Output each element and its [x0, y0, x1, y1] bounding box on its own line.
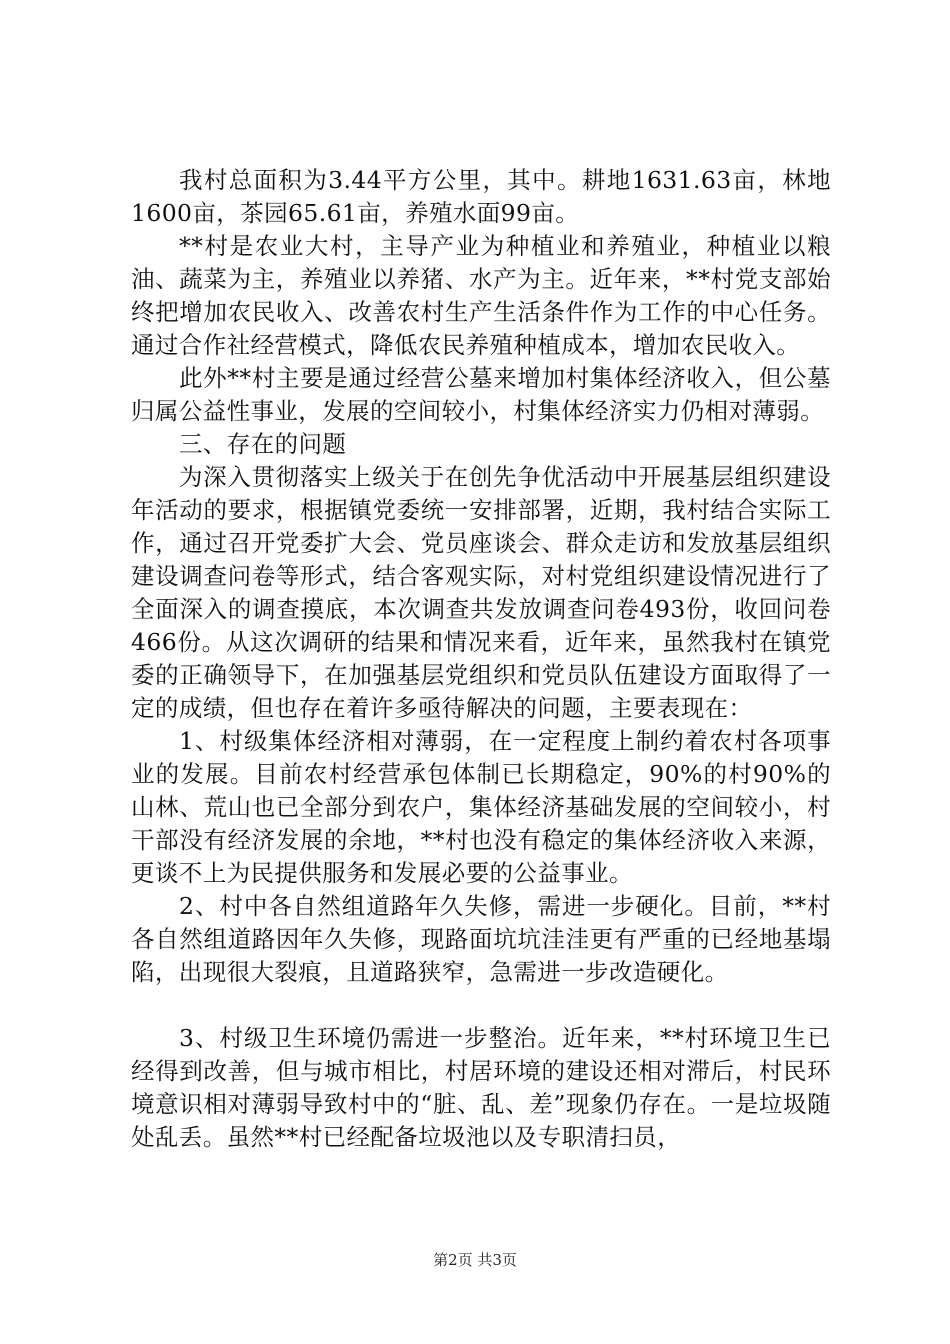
- paragraph-agriculture: **村是农业大村，主导产业为种植业和养殖业，种植业以粮油、蔬菜为主，养殖业以养猪、水产为主。近年来，**村党支部始终把增加农民收入、改善农村生产生活条件作为工作的中心任务。通过合作社经营模式，降低农民养殖种植成本，增加农民收入。: [131, 232, 831, 359]
- paragraph-land-area: 我村总面积为3.44平方公里，其中。耕地1631.63亩，林地1600亩，茶园65.61亩，养殖水面99亩。: [131, 166, 831, 227]
- paragraph-cemetery-income: 此外**村主要是通过经营公墓来增加村集体经济收入，但公墓归属公益性事业，发展的空间较小，村集体经济实力仍相对薄弱。: [131, 364, 831, 425]
- paragraph-survey: 为深入贯彻落实上级关于在创先争优活动中开展基层组织建设年活动的要求，根据镇党委统一安排部署，近期，我村结合实际工作，通过召开党委扩大会、党员座谈会、群众走访和发放基层组织建设调查问卷等形式，结合客观实际，对村党组织建设情况进行了全面深入的调查摸底，本次调查共发放调查问卷493份，收回问卷466份。从这次调研的结果和情况来看，近年来，虽然我村在镇党委的正确领导下，在加强基层党组织和党员队伍建设方面取得了一定的成绩，但也存在着许多亟待解决的问题，主要表现在：: [131, 463, 831, 722]
- section-heading-problems: 三、存在的问题: [179, 430, 347, 458]
- document-body: [131, 164, 831, 1154]
- page-footer: 第2页 共3页: [433, 1251, 517, 1269]
- paragraph-problem-3: 3、村级卫生环境仍需进一步整治。近年来，**村环境卫生已经得到改善，但与城市相比，村居环境的建设还相对滞后，村民环境意识相对薄弱导致村中的“脏、乱、差”现象仍存在。一是垃圾随处乱丢。虽然**村已经配备垃圾池以及专职清扫员，: [131, 1024, 831, 1151]
- paragraph-gap: [131, 989, 831, 1022]
- paragraph-problem-1: 1、村级集体经济相对薄弱，在一定程度上制约着农村各项事业的发展。目前农村经营承包体制已长期稳定，90%的村90%的山林、荒山也已全部分到农户，集体经济基础发展的空间较小，村干部没有经济发展的余地，**村也没有稳定的集体经济收入来源，更谈不上为民提供服务和发展必要的公益事业。: [131, 727, 831, 887]
- paragraph-problem-2: 2、村中各自然组道路年久失修，需进一步硬化。目前，**村各自然组道路因年久失修，现路面坑坑洼洼更有严重的已经地基塌陷，出现很大裂痕，且道路狭窄，急需进一步改造硬化。: [131, 892, 831, 986]
